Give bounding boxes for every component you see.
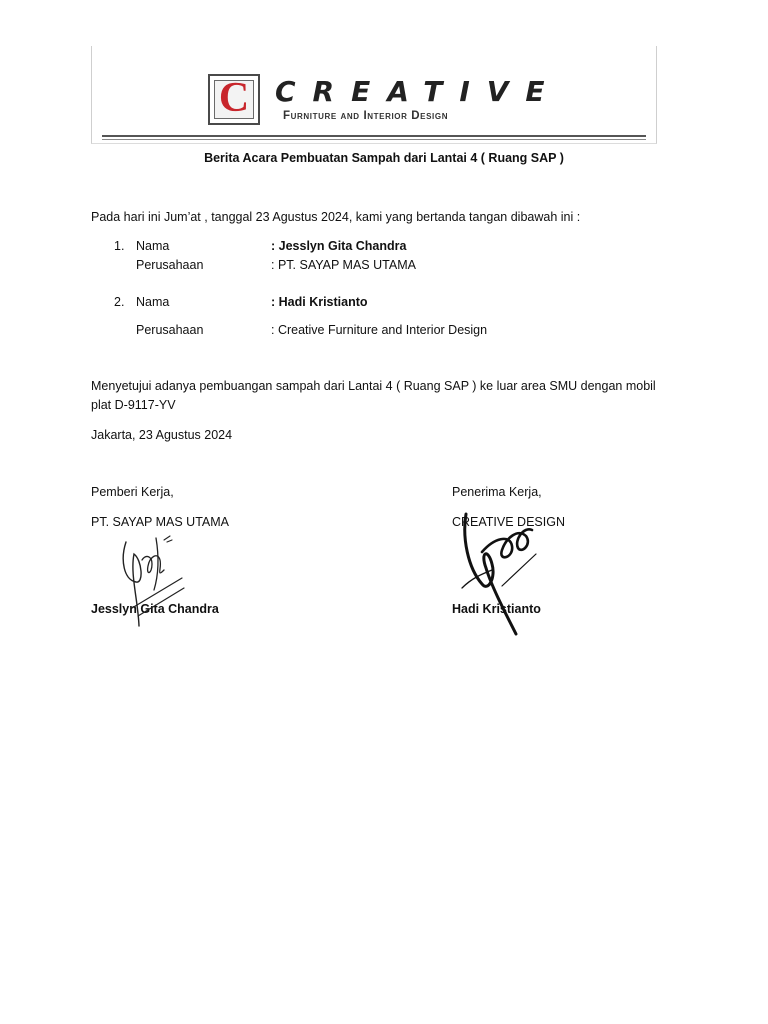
right-signer-company: CREATIVE DESIGN: [452, 515, 565, 529]
intro-text: Pada hari ini Jum’at , tanggal 23 Agustus 2024, kami yang bertanda tangan dibawah ini :: [91, 210, 581, 224]
party-number: 1.: [114, 239, 125, 253]
brand-tagline: Furniture and Interior Design: [283, 110, 449, 122]
party-company-value: : Creative Furniture and Interior Design: [271, 323, 488, 337]
party-company-label: Perusahaan: [136, 258, 204, 272]
right-signature-icon: [452, 508, 548, 640]
document-title: Berita Acara Pembuatan Sampah dari Lantai 4 ( Ruang SAP ): [204, 151, 564, 165]
letterhead: [91, 46, 657, 144]
party-company-label: Perusahaan: [136, 323, 204, 337]
party-name-value: : Hadi Kristianto: [271, 295, 368, 309]
brand-name: CREATIVE: [275, 75, 562, 108]
letterhead-rule: [102, 135, 646, 137]
left-signer-role: Pemberi Kerja,: [91, 485, 174, 499]
letterhead-rule-thin: [102, 139, 646, 140]
left-signer-company: PT. SAYAP MAS UTAMA: [91, 515, 229, 529]
party-name-label: Nama: [136, 295, 170, 309]
right-signer-name: Hadi Kristianto: [452, 602, 541, 616]
agreement-text: Menyetujui adanya pembuangan sampah dari Lantai 4 ( Ruang SAP ) ke luar area SMU dengan mobil plat D-9117-YV: [91, 379, 656, 412]
party-name-value: : Jesslyn Gita Chandra: [271, 239, 407, 253]
party-company-value: : PT. SAYAP MAS UTAMA: [271, 258, 416, 272]
party-name-label: Nama: [136, 239, 170, 253]
left-signer-name: Jesslyn Gita Chandra: [91, 602, 219, 616]
right-signer-role: Penerima Kerja,: [452, 485, 542, 499]
logo-letter: C: [218, 75, 250, 121]
company-logo: [208, 74, 260, 125]
place-date: Jakarta, 23 Agustus 2024: [91, 428, 233, 442]
left-signature-icon: [112, 530, 192, 630]
party-number: 2.: [114, 295, 125, 309]
